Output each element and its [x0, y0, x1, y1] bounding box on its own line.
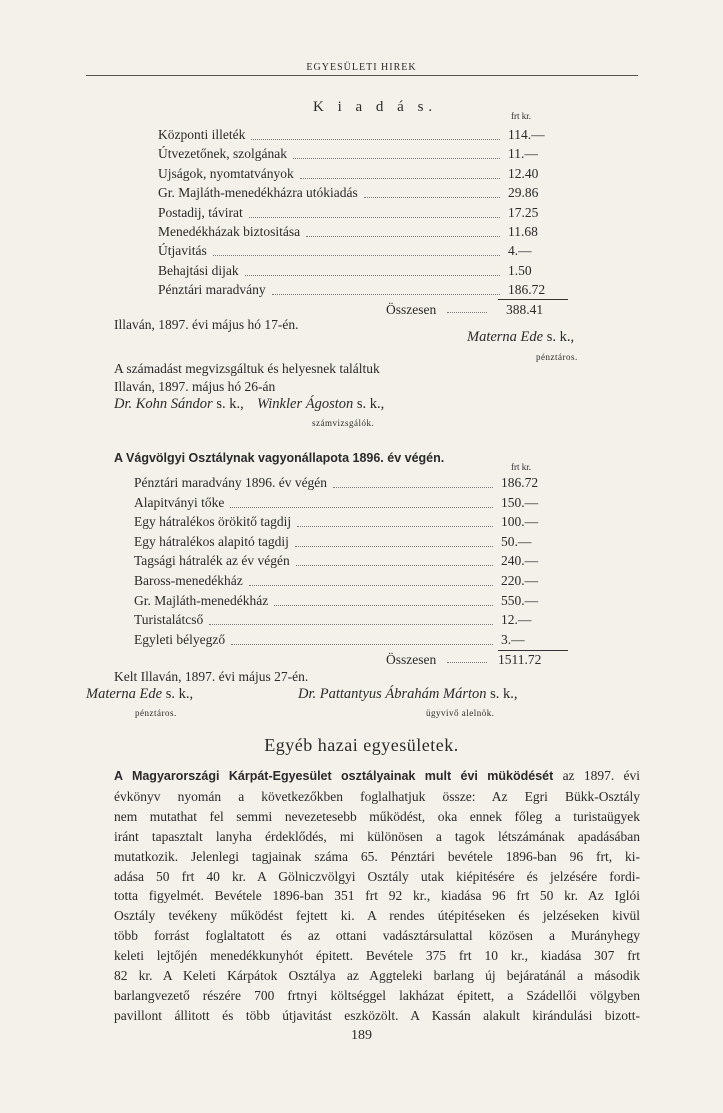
kiadas-total-label: Összesen — [386, 302, 437, 317]
ledger-row — [0, 224, 723, 242]
ledger-leader-dots — [249, 584, 493, 586]
kiadas-signer-suffix: s. k., — [546, 329, 575, 345]
ledger-label: Gr. Majláth-menedékházra utókiadás — [158, 185, 358, 201]
ledger-row — [0, 243, 723, 261]
vagyon-signature-2 — [298, 686, 518, 703]
ledger-leader-dots — [249, 216, 500, 218]
ledger-label: Behajtási dijak — [158, 262, 239, 278]
vagyon-unit: frt kr. — [511, 462, 531, 472]
ledger-amount: 11.— — [508, 146, 538, 162]
paragraph-line: pavillont állitott és több útjavitást eszközölt. A Kassán alakult kirándulási bizott- — [114, 1007, 640, 1023]
ledger-leader-dots — [364, 196, 500, 198]
vagyon-signer-1: Materna Ede — [86, 686, 163, 702]
vagyon-signature-1 — [86, 686, 193, 703]
vagyon-total-amount: 1511.72 — [498, 652, 542, 667]
ledger-amount: 220.— — [501, 573, 539, 588]
auditor-2: Winkler Ágoston — [256, 396, 354, 412]
ledger-row — [0, 263, 723, 281]
ledger-label: Ujságok, nyomtatványok — [158, 165, 294, 181]
ledger-label: Egy hátralékos alapitó tagdij — [134, 533, 289, 549]
ledger-leader-dots — [230, 506, 493, 508]
auditor-signatures — [114, 396, 384, 413]
ledger-label: Útjavitás — [158, 243, 207, 259]
kiadas-place-date: Illaván, 1897. évi május hó 17-én. — [114, 317, 299, 332]
ledger-amount: 4.— — [508, 243, 532, 259]
ledger-row — [0, 593, 723, 611]
ledger-amount: 29.86 — [508, 185, 539, 201]
ledger-leader-dots — [231, 643, 493, 645]
ledger-row — [0, 612, 723, 630]
ledger-row — [0, 534, 723, 552]
ledger-label: Tagsági hátralék az év végén — [134, 553, 290, 569]
auditor-1: Dr. Kohn Sándor — [114, 396, 213, 412]
ledger-label: Központi illeték — [158, 127, 246, 142]
ledger-leader-dots — [333, 486, 493, 488]
vagyon-place-date: Kelt Illaván, 1897. évi május 27-én. — [114, 669, 309, 684]
ledger-label: Turistalátcső — [134, 612, 204, 628]
ledger-label: Baross-menedékház — [134, 573, 243, 588]
kiadas-total-dots — [447, 312, 487, 313]
ledger-row — [0, 146, 723, 164]
vagyon-sum-rule — [498, 650, 568, 651]
ledger-label: Pénztári maradvány 1896. év végén — [134, 475, 328, 490]
kiadas-signer: Materna Ede — [467, 329, 544, 345]
kiadas-total-amount: 388.41 — [506, 302, 544, 317]
ledger-label: Gr. Majláth-menedékház — [134, 592, 269, 608]
ledger-amount: 114.— — [508, 127, 545, 142]
ledger-amount: 550.— — [501, 592, 539, 608]
vagyon-signer-1-suffix: s. k., — [165, 686, 194, 702]
vagyon-total-label: Összesen — [386, 652, 437, 667]
kiadas-signer-role: pénztáros. — [536, 352, 578, 362]
vagyon-signer-1-role: pénztáros. — [135, 708, 177, 718]
paragraph-line: totta figyelmét. Bevétele 1896-ban 351 frt 92 kr., kiadása 96 frt 50 kr. Az Iglói — [114, 888, 640, 904]
ledger-label: Postadij, távirat — [158, 204, 243, 220]
audit-date: Illaván, 1897. május hó 26-án — [114, 379, 276, 394]
ledger-row — [0, 185, 723, 203]
section-title: Egyéb hazai egyesületek. — [264, 735, 459, 755]
kiadas-signature — [467, 329, 574, 346]
ledger-leader-dots — [295, 545, 493, 547]
paragraph-line: nem mutathat fel semmi nevezetesebb működést, oka ennek főleg a turistaügyek — [114, 808, 640, 824]
paragraph-line-1 — [114, 766, 640, 787]
paragraph-line: barlangvezető részére 700 frtnyi költséggel lakházat épitett, a Szádellői völgyben — [114, 987, 640, 1003]
ledger-row — [0, 632, 723, 650]
ledger-leader-dots — [209, 623, 493, 625]
audit-text: A számadást megvizsgáltuk és helyesnek találtuk — [114, 361, 380, 376]
ledger-leader-dots — [293, 157, 500, 159]
ledger-amount: 100.— — [501, 514, 539, 530]
ledger-label: Útvezetőnek, szolgának — [158, 146, 287, 162]
ledger-amount: 186.72 — [508, 282, 546, 298]
paragraph-line: adása 50 frt 40 kr. A Gölniczvölgyi Osztály utak kiépitésére és jelzésére fordi- — [114, 868, 640, 884]
ledger-leader-dots — [274, 604, 493, 606]
ledger-leader-dots — [251, 138, 500, 140]
vagyon-signer-2: Dr. Pattantyus Ábrahám Márton — [298, 686, 487, 702]
ledger-row — [0, 573, 723, 591]
ledger-leader-dots — [272, 293, 500, 295]
paragraph-line: iránt tapasztalt lanyha érdeklődés, mi különösen a tagok létszámának apadásában — [114, 828, 640, 844]
ledger-label: Menedékházak biztositása — [158, 224, 301, 239]
vagyon-title: A Vágvölgyi Osztálynak vagyonállapota 1896. év végén. — [114, 451, 445, 465]
ledger-leader-dots — [296, 564, 493, 566]
ledger-row — [0, 282, 723, 300]
kiadas-unit: frt kr. — [511, 111, 531, 121]
ledger-amount: 11.68 — [508, 224, 538, 239]
ledger-amount: 12.— — [501, 612, 532, 628]
running-head: EGYESÜLETI HIREK — [306, 62, 417, 73]
header-rule — [86, 75, 638, 76]
paragraph-line: évkönyv nyomán a következőkben foglalhatjuk össze: Az Egri Bükk-Osztály — [114, 788, 640, 804]
paragraph-line: Osztály tevékeny működést fejtett ki. A rendes útépitéseken és jelzéseken kivül — [114, 908, 640, 924]
ledger-label: Egyleti bélyegző — [134, 631, 226, 647]
ledger-label: Pénztári maradvány — [158, 282, 266, 298]
ledger-leader-dots — [245, 274, 500, 276]
vagyon-signer-2-role: ügyvivő alelnök. — [426, 708, 495, 718]
kiadas-title: K i a d á s. — [313, 99, 438, 115]
ledger-amount: 3.— — [501, 631, 525, 647]
ledger-row — [0, 127, 723, 145]
ledger-leader-dots — [306, 235, 500, 237]
ledger-amount: 17.25 — [508, 204, 539, 220]
ledger-amount: 240.— — [501, 553, 539, 569]
ledger-amount: 1.50 — [508, 262, 532, 278]
page-number: 189 — [351, 1028, 372, 1043]
ledger-row — [0, 495, 723, 513]
ledger-amount: 150.— — [501, 494, 539, 510]
paragraph-line: mutatkozik. Jelenlegi tagjainak száma 65. Pénztári bevétele 1896-ban 96 frt, ki- — [114, 848, 640, 864]
ledger-amount: 50.— — [501, 533, 532, 549]
auditor-1-suffix: s. k., — [216, 396, 244, 412]
auditors-role: számvizsgálók. — [312, 418, 375, 428]
paragraph-line: több forrást foglaltatott és az ottani vadásztársulattal közösen a Murányhegy — [114, 928, 640, 944]
ledger-row — [0, 205, 723, 223]
auditor-2-suffix: s. k., — [356, 396, 385, 412]
ledger-leader-dots — [297, 525, 493, 527]
paragraph-lead: A Magyarországi Kárpát-Egyesület osztályainak mult évi müködését — [114, 769, 554, 783]
ledger-label: Alapitványi tőke — [134, 494, 225, 510]
paragraph-line: az 1897. évi — [553, 768, 640, 783]
ledger-row — [0, 475, 723, 493]
paragraph-line: keleti lejtőjén menedékkunyhót épitett. Bevétele 375 frt 10 kr., kiadása 307 frt — [114, 948, 640, 964]
ledger-leader-dots — [213, 254, 500, 256]
ledger-row — [0, 514, 723, 532]
ledger-leader-dots — [300, 177, 500, 179]
ledger-row — [0, 553, 723, 571]
ledger-amount: 12.40 — [508, 165, 539, 181]
ledger-amount: 186.72 — [501, 475, 539, 490]
ledger-label: Egy hátralékos örökitő tagdij — [134, 514, 292, 530]
section-paragraph — [114, 766, 640, 1026]
paragraph-line: 82 kr. A Keleti Kárpátok Osztálya az Aggteleki barlang új bejáratánál a második — [114, 968, 640, 984]
kiadas-sum-rule — [498, 299, 568, 300]
ledger-row — [0, 166, 723, 184]
vagyon-total-dots — [447, 662, 487, 663]
vagyon-signer-2-suffix: s. k., — [490, 686, 518, 702]
